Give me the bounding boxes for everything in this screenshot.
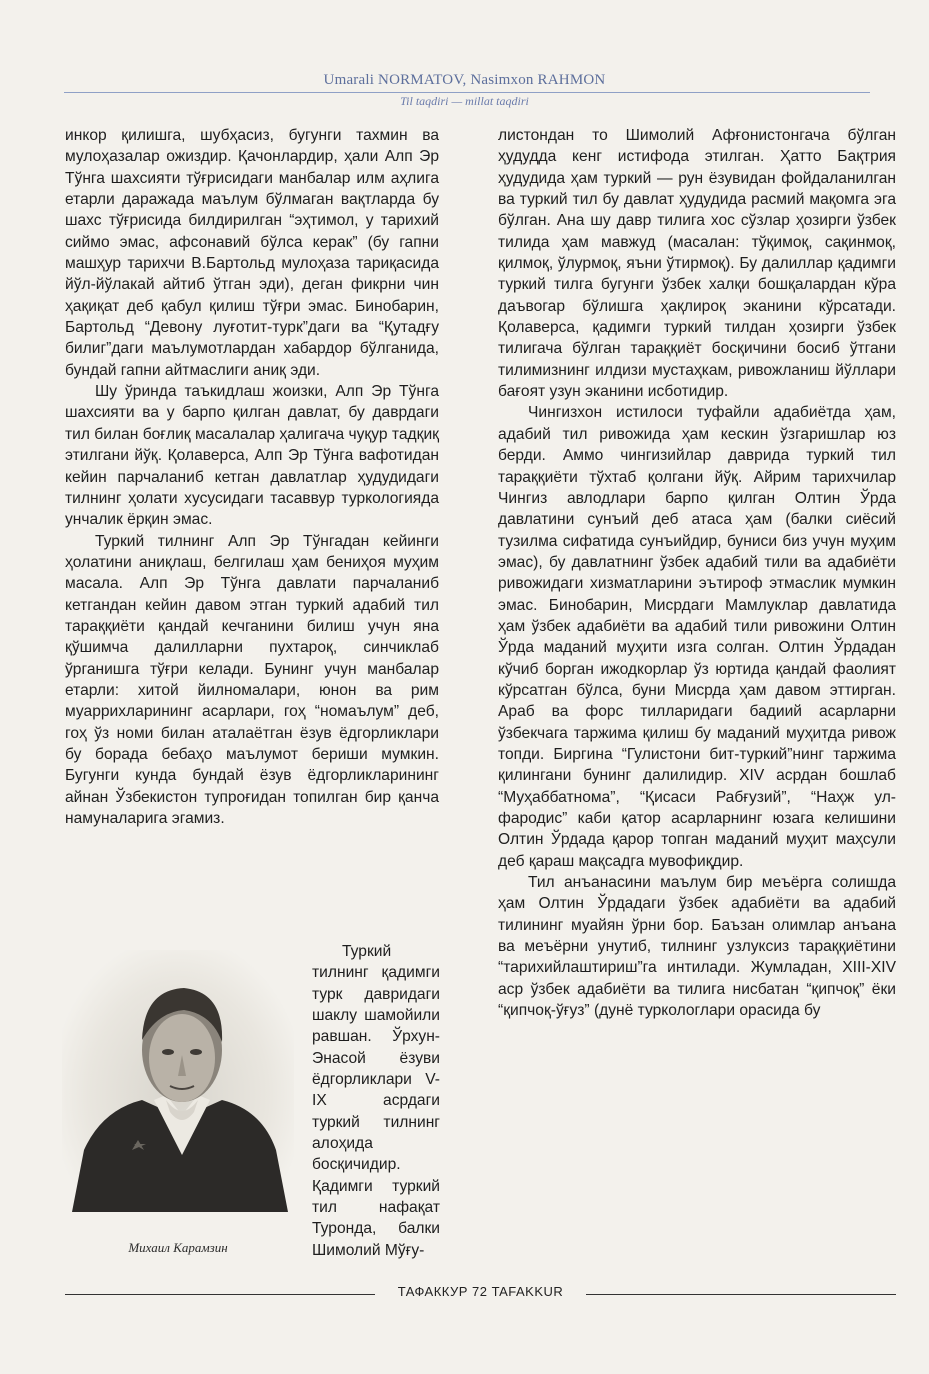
paragraph: листондан то Шимолий Афғонистонгача бўлган ҳудудда кенг истифода этилган. Ҳатто Бақтрия ҳудудида ҳам туркий — рун ёзувидан фойдаланилган ва туркий тил бу давлат ҳудудида расмий мақомга эга бўлган. Ана шу давр тилига хос сўзлар ҳозирги ўзбек тилида ҳам мавжуд (масалан: тўқимоқ, сақинмоқ, қилмоқ, ўлурмоқ, яъни ўтирмоқ). Бу далиллар қадимги туркий тилга бугунги ўзбек халқи бошқалардан кўра даъвогар бўлишга ҳақлироқ эканини кўрсатади. Қолаверса, қадимги туркий тилдан ҳозирги ўзбек тилигача бўлган тараққиёт босқичини босиб ўтгани тилимизнинг илдизи мустаҳкам, ривожланиш йўллари бағоят узун эканини исботидир. <box>498 127 896 401</box>
left-column <box>65 125 439 829</box>
portrait-image <box>62 950 294 1212</box>
right-column <box>498 125 896 1021</box>
portrait-caption: Михаил Карамзин <box>128 1240 228 1255</box>
header-authors: Umarali NORMATOV, Nasimxon RAHMON <box>323 72 606 88</box>
footer-label: ТАФАККУР 72 TAFAKKUR <box>397 1284 564 1299</box>
paragraph: Чингизхон истилоси туфайли адабиётда ҳам, адабий тил ривожида ҳам кескин ўзгаришлар юз берди. Аммо чингизийлар даврида туркий тил тараққиёти тўхтаб қолгани йўқ. Айрим тарихчилар Чингиз авлодлари барпо қилган Олтин Ўрда давлатини сунъий деб атаса ҳам (балки сиёсий тузилма сифатида сунъийдир, буниси биз учун муҳим эмас), бу давлатнинг ўзбек адабий тили ва адабиёти ривожидаги хизматларини эътироф этмаслик мумкин эмас. Бинобарин, Мисрдаги Мамлуклар давлатида ҳам ўзбек адабиёти ва адабий тили ривожини Олтин Ўрда маданий муҳити изга солган. Олтин Ўрдадан кўчиб борган ижодкорлар ўз юртида қандай фаолият кўрсатган бўлса, буни Мисрда ҳам давом эттирган. Араб ва форс тилларидаги бадиий асарларни ўзбекчага таржима қилиш бу маданий муҳитда ривож топди. Биргина “Гулистони бит-туркий”нинг таржима қилингани бунинг далилидир. XIV асрдан бошлаб “Муҳаббатнома”, “Қисаси Рабғузий”, “Наҳж ул-фародис” каби қатор асарларнинг юзага келишини Олтин Ўрдада қарор топган маданий муҳит маҳсули деб қараш мақсадга мувофиқдир. <box>498 404 896 870</box>
running-header <box>0 72 929 108</box>
paragraph: Туркий тилнинг қадимги турк давридаги шаклу шамойили равшан. Ўрхун-Энасой ёзуви ёдгорликлари V-IX асрдаги туркий тилнинг алоҳида босқичидир. Қадимги туркий тил нафақат Туронда, балки Шимолий Мўғу- <box>312 943 440 1259</box>
paragraph: Шу ўринда таъкидлаш жоизки, Алп Эр Тўнга шахсияти ва у барпо қилган давлат, бу даврдаги тил билан боғлиқ масалалар ҳалигача чуқур тадқиқ этилгани йўқ. Қолаверса, Алп Эр Тўнга вафотидан кейин парчаланиб кетган давлатлар ҳудудидаги тилнинг ҳолати хусусидаги тасаввур туркологияда унчалик ёрқин эмас. <box>65 383 439 529</box>
page-footer <box>65 1284 896 1304</box>
header-subtitle: Til taqdiri — millat taqdiri <box>400 94 529 108</box>
portrait-figure <box>62 950 294 1212</box>
paragraph: инкор қилишга, шубҳасиз, бугунги тахмин ва мулоҳазалар ожиздир. Қачонлардир, ҳали Алп Эр Тўнга шахсияти тўғрисидаги манбалар илм аҳлига етарли даражада маълум бўлмаган вақтларда бу шахс тўғрисида билдирилган “эҳтимол, у тарихий сиймо эмас, афсонавий бўлса керак” (бу гапни машҳур тарихчи В.Бартольд мулоҳаза тариқасида йўл-йўлакай айтиб ўтган эди), деган фикрни чин ҳақиқат деб қабул қилиш тўғри эмас. Бинобарин, Бартольд “Девону луғотит-турк”даги ва “Қутадғу билиг”даги маълумотлардан хабардор бўлганида, бундай гапни айтмаслиги аниқ эди. <box>65 127 439 379</box>
footer-rule-right <box>586 1294 896 1295</box>
side-text-column <box>312 941 440 1261</box>
paragraph: Туркий тилнинг Алп Эр Тўнгадан кейинги ҳолатини аниқлаш, белгилаш ҳам бениҳоя муҳим масала. Алп Эр Тўнга давлати парчаланиб кетгандан кейин давом этган туркий адабий тил тараққиёти қандай кечганини билиш учун яна қўшимча далилларни пухтароқ, синчиклаб ўрганишга тўғри келади. Бунинг учун манбалар етарли: хитой йилномалари, юнон ва рим муаррихларининг асарлари, гоҳ “номаълум” деб, гоҳ ўз номи билан аталаётган ёзув ёдгорликлари бу борада бебаҳо маълумот бериши мумкин. Бугунги кунда бундай ёзув ёдгорликларининг айнан Ўзбекистон тупроғидан топилган бир қанча намуналарига эгамиз. <box>65 532 439 827</box>
paragraph: Тил анъанасини маълум бир меъёрга солишда ҳам Олтин Ўрдадаги ўзбек адабиёти ва адабий тилининг муайян ўрни бор. Баъзан олимлар анъана ва меъёрни унутиб, тилнинг узлуксиз тараққиётини “тарихийлаштириш”га интилади. Жумладан, XIII-XIV аср ўзбек адабиёти ва тилига нисбатан “қипчоқ” ёки “қипчоқ-ўғуз” (дунё туркологлари орасида бу <box>498 874 896 1020</box>
header-rule <box>64 92 870 93</box>
